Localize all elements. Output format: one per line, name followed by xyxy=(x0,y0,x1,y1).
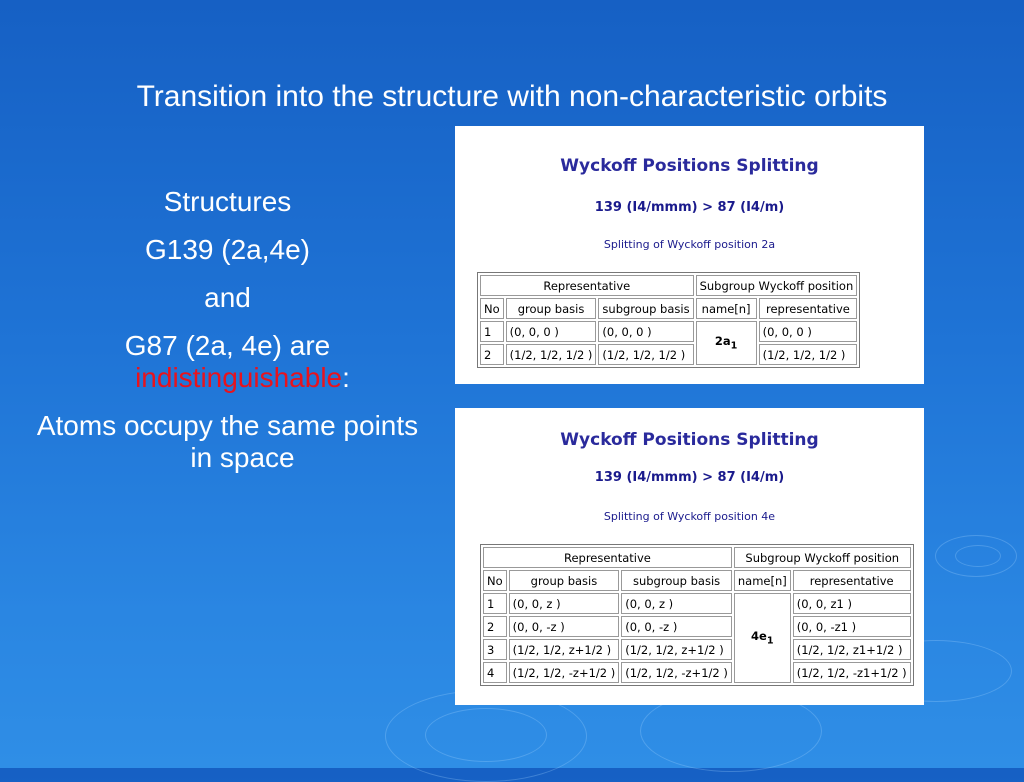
wyckoff-table-4e xyxy=(480,544,914,686)
group-relation: 139 (I4/mmm) > 87 (I4/m) xyxy=(594,470,785,485)
header-subgroup: Subgroup Wyckoff position xyxy=(734,547,911,568)
g87-statement xyxy=(30,330,425,394)
table-row xyxy=(480,344,857,365)
row-group-basis: (0, 0, z ) xyxy=(509,593,620,614)
row-group-basis: (1/2, 1/2, z+1/2 ) xyxy=(509,639,620,660)
structure-g139: G139 (2a,4e) xyxy=(145,234,310,265)
table-row xyxy=(483,616,911,637)
wyckoff-panel-4e xyxy=(455,408,924,705)
row-no: 1 xyxy=(483,593,507,614)
table-row xyxy=(483,639,911,660)
slide-title: Transition into the structure with non-characteristic orbits xyxy=(136,80,888,113)
row-subgroup-basis: (0, 0, z ) xyxy=(621,593,732,614)
row-subgroup-basis: (1/2, 1/2, 1/2 ) xyxy=(598,344,693,365)
col-subgroup-basis: subgroup basis xyxy=(598,298,693,319)
col-no: No xyxy=(483,570,507,591)
left-text-block xyxy=(30,186,425,490)
merged-sub: 1 xyxy=(730,340,738,352)
group-relation: 139 (I4/mmm) > 87 (I4/m) xyxy=(594,200,785,215)
wyckoff-panel-2a xyxy=(455,126,924,384)
colon-text: : xyxy=(342,362,350,393)
panel-subtitle: Splitting of Wyckoff position 4e xyxy=(603,510,776,523)
merged-name: 4e xyxy=(751,629,767,644)
col-name: name[n] xyxy=(696,298,757,319)
col-no: No xyxy=(480,298,504,319)
header-representative: Representative xyxy=(480,275,694,296)
panel-heading: Wyckoff Positions Splitting xyxy=(560,430,819,450)
table-row xyxy=(483,662,911,683)
ripple-decoration xyxy=(955,545,1001,567)
col-representative: representative xyxy=(793,570,911,591)
row-representative: (1/2, 1/2, -z1+1/2 ) xyxy=(793,662,911,683)
table-row xyxy=(480,321,857,342)
merged-sub: 1 xyxy=(766,635,774,647)
ripple-decoration xyxy=(425,708,547,762)
col-representative: representative xyxy=(759,298,858,319)
row-no: 3 xyxy=(483,639,507,660)
row-subgroup-basis: (1/2, 1/2, -z+1/2 ) xyxy=(621,662,732,683)
g87-text: G87 (2a, 4e) are xyxy=(124,330,331,361)
merged-name-cell xyxy=(734,593,791,683)
col-name: name[n] xyxy=(734,570,791,591)
header-subgroup: Subgroup Wyckoff position xyxy=(696,275,858,296)
col-group-basis: group basis xyxy=(506,298,597,319)
row-representative: (0, 0, 0 ) xyxy=(759,321,858,342)
row-representative: (1/2, 1/2, z1+1/2 ) xyxy=(793,639,911,660)
col-group-basis: group basis xyxy=(509,570,620,591)
panel-subtitle: Splitting of Wyckoff position 2a xyxy=(603,238,776,251)
row-representative: (0, 0, z1 ) xyxy=(793,593,911,614)
col-subgroup-basis: subgroup basis xyxy=(621,570,732,591)
row-no: 2 xyxy=(480,344,504,365)
row-no: 1 xyxy=(480,321,504,342)
row-representative: (1/2, 1/2, 1/2 ) xyxy=(759,344,858,365)
merged-name-cell xyxy=(696,321,757,365)
row-group-basis: (1/2, 1/2, 1/2 ) xyxy=(506,344,597,365)
row-no: 4 xyxy=(483,662,507,683)
row-group-basis: (0, 0, -z ) xyxy=(509,616,620,637)
row-subgroup-basis: (0, 0, 0 ) xyxy=(598,321,693,342)
header-representative: Representative xyxy=(483,547,732,568)
table-row xyxy=(483,593,911,614)
panel-heading: Wyckoff Positions Splitting xyxy=(560,156,819,176)
row-no: 2 xyxy=(483,616,507,637)
atoms-statement: Atoms occupy the same points in space xyxy=(36,410,419,473)
merged-name: 2a xyxy=(714,334,731,349)
row-group-basis: (1/2, 1/2, -z+1/2 ) xyxy=(509,662,620,683)
and-text: and xyxy=(204,282,251,313)
row-subgroup-basis: (1/2, 1/2, z+1/2 ) xyxy=(621,639,732,660)
indistinguishable-highlight: indistinguishable xyxy=(135,362,343,393)
wyckoff-table-2a xyxy=(477,272,860,368)
structures-heading: Structures xyxy=(163,186,292,217)
row-representative: (0, 0, -z1 ) xyxy=(793,616,911,637)
row-subgroup-basis: (0, 0, -z ) xyxy=(621,616,732,637)
row-group-basis: (0, 0, 0 ) xyxy=(506,321,597,342)
